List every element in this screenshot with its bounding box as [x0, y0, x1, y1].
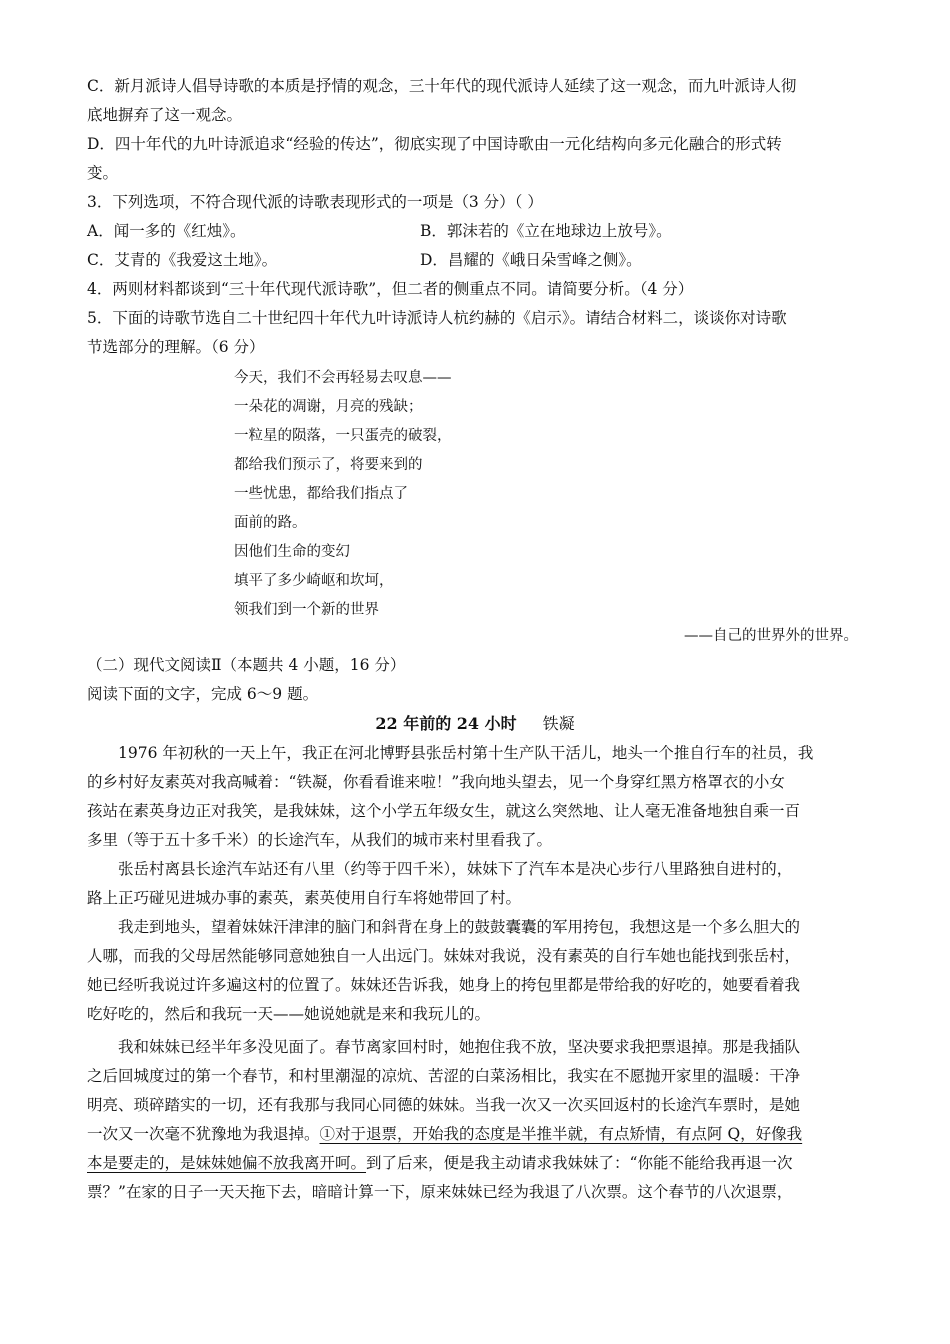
- question-4: 4．两则材料都谈到“三十年代现代派诗歌”，但二者的侧重点不同。请简要分析。（4 分）: [87, 280, 694, 298]
- poem-line: 一些忧患，都给我们指点了: [234, 486, 408, 502]
- story-p4-line: 我和妹妹已经半年多没见面了。春节离家回村时，她抱住我不放，坚决要求我把票退掉。那是我插队: [118, 1038, 801, 1056]
- article-title: 22 年前的 24 小时: [375, 714, 517, 733]
- underlined-sentence-1-cont: 本是要走的，是妹妹她偏不放我离开呵。: [87, 1154, 367, 1172]
- reading-instruction: 阅读下面的文字，完成 6～9 题。: [87, 685, 319, 703]
- poem-line: 一朵花的凋谢，月亮的残缺；: [234, 399, 423, 415]
- article-author: 铁凝: [542, 714, 575, 733]
- article-title-line: [0, 714, 950, 734]
- option-c-line-2: 底地摒弃了这一观念。: [87, 106, 243, 124]
- story-p4-line: 票？”在家的日子一天天拖下去，暗暗计算一下，原来妹妹已经为我退了八次票。这个春节的八次退票，: [87, 1183, 793, 1201]
- story-p4-line: 明亮、琐碎踏实的一切，还有我那与我同心同德的妹妹。当我一次又一次买回返村的长途汽车票时，是她: [87, 1096, 801, 1114]
- poem-line: 都给我们预示了，将要来到的: [234, 457, 423, 473]
- poem-attribution: ——自己的世界外的世界。: [684, 628, 858, 644]
- poem-line: 面前的路。: [234, 515, 307, 531]
- story-p2-line: 路上正巧碰见进城办事的素英，素英使用自行车将她带回了村。: [87, 889, 522, 907]
- story-p3-line: 我走到地头，望着妹妹汗津津的脑门和斜背在身上的鼓鼓囊囊的军用挎包，我想这是一个多么胆大的: [118, 918, 801, 936]
- section-header: （二）现代文阅读Ⅱ（本题共 4 小题，16 分）: [87, 656, 406, 674]
- story-p3-line: 她已经听我说过许多遍这村的位置了。妹妹还告诉我，她身上的挎包里都是带给我的好吃的，她要看着我: [87, 976, 801, 994]
- question-3: 3．下列选项，不符合现代派的诗歌表现形式的一项是（3 分）（ ）: [87, 193, 543, 211]
- poem-line: 因他们生命的变幻: [234, 544, 350, 560]
- story-p3-line: 吃好吃的，然后和我玩一天——她说她就是来和我玩儿的。: [87, 1005, 491, 1023]
- q3-option-b: B．郭沫若的《立在地球边上放号》。: [420, 222, 672, 240]
- poem-line: 今天，我们不会再轻易去叹息——: [234, 370, 452, 386]
- story-p1-line: 1976 年初秋的一天上午，我正在河北博野县张岳村第十生产队干活儿，地头一个推自行车的社员，我: [118, 744, 814, 762]
- poem-line: 领我们到一个新的世界: [234, 602, 379, 618]
- option-c-line-1: C．新月派诗人倡导诗歌的本质是抒情的观念，三十年代的现代派诗人延续了这一观念，而九叶派诗人彻: [87, 77, 797, 95]
- question-5-line-1: 5．下面的诗歌节选自二十世纪四十年代九叶诗派诗人杭约赫的《启示》。请结合材料二，谈谈你对诗歌: [87, 309, 787, 327]
- q3-option-c: C．艾青的《我爱这土地》。: [87, 251, 278, 269]
- story-p2-line: 张岳村离县长途汽车站还有八里（约等于四千米），妹妹下了汽车本是决心步行八里路独自进村的，: [118, 860, 793, 878]
- story-p4-line: 之后回城度过的第一个春节，和村里潮湿的凉炕、苦涩的白菜汤相比，我实在不愿抛开家里的温暖：干净: [87, 1067, 801, 1085]
- question-5-line-2: 节选部分的理解。（6 分）: [87, 338, 265, 356]
- underlined-sentence-1: ①对于退票，开始我的态度是半推半就，有点矫情，有点阿 Q，好像我: [319, 1125, 803, 1143]
- story-p4-text: 到了后来，便是我主动请求我妹妹了：“你能不能给我再退一次: [366, 1154, 793, 1172]
- story-p4-text: 一次又一次毫不犹豫地为我退掉。: [87, 1125, 320, 1143]
- story-p1-line: 孩站在素英身边正对我笑，是我妹妹，这个小学五年级女生，就这么突然地、让人毫无准备地独自乘一百: [87, 802, 801, 820]
- story-p4-line-with-underline: [87, 1153, 792, 1173]
- story-p1-line: 的乡村好友素英对我高喊着：“铁凝，你看看谁来啦！”我向地头望去，见一个身穿红黑方格罩衣的小女: [87, 773, 785, 791]
- q3-option-d: D．昌耀的《峨日朵雪峰之侧》。: [420, 251, 642, 269]
- q3-option-a: A．闻一多的《红烛》。: [87, 222, 246, 240]
- option-d-line-2: 变。: [87, 164, 119, 182]
- poem-line: 填平了多少崎岖和坎坷，: [234, 573, 394, 589]
- option-d-line-1: D．四十年代的九叶诗派追求“经验的传达”，彻底实现了中国诗歌由一元化结构向多元化融合的形式转: [87, 135, 782, 153]
- story-p1-line: 多里（等于五十多千米）的长途汽车，从我们的城市来村里看我了。: [87, 831, 553, 849]
- story-p4-line-with-underline: [87, 1124, 802, 1144]
- poem-line: 一粒星的陨落，一只蛋壳的破裂，: [234, 428, 452, 444]
- story-p3-line: 人哪，而我的父母居然能够同意她独自一人出远门。妹妹对我说，没有素英的自行车她也能找到张岳村，: [87, 947, 801, 965]
